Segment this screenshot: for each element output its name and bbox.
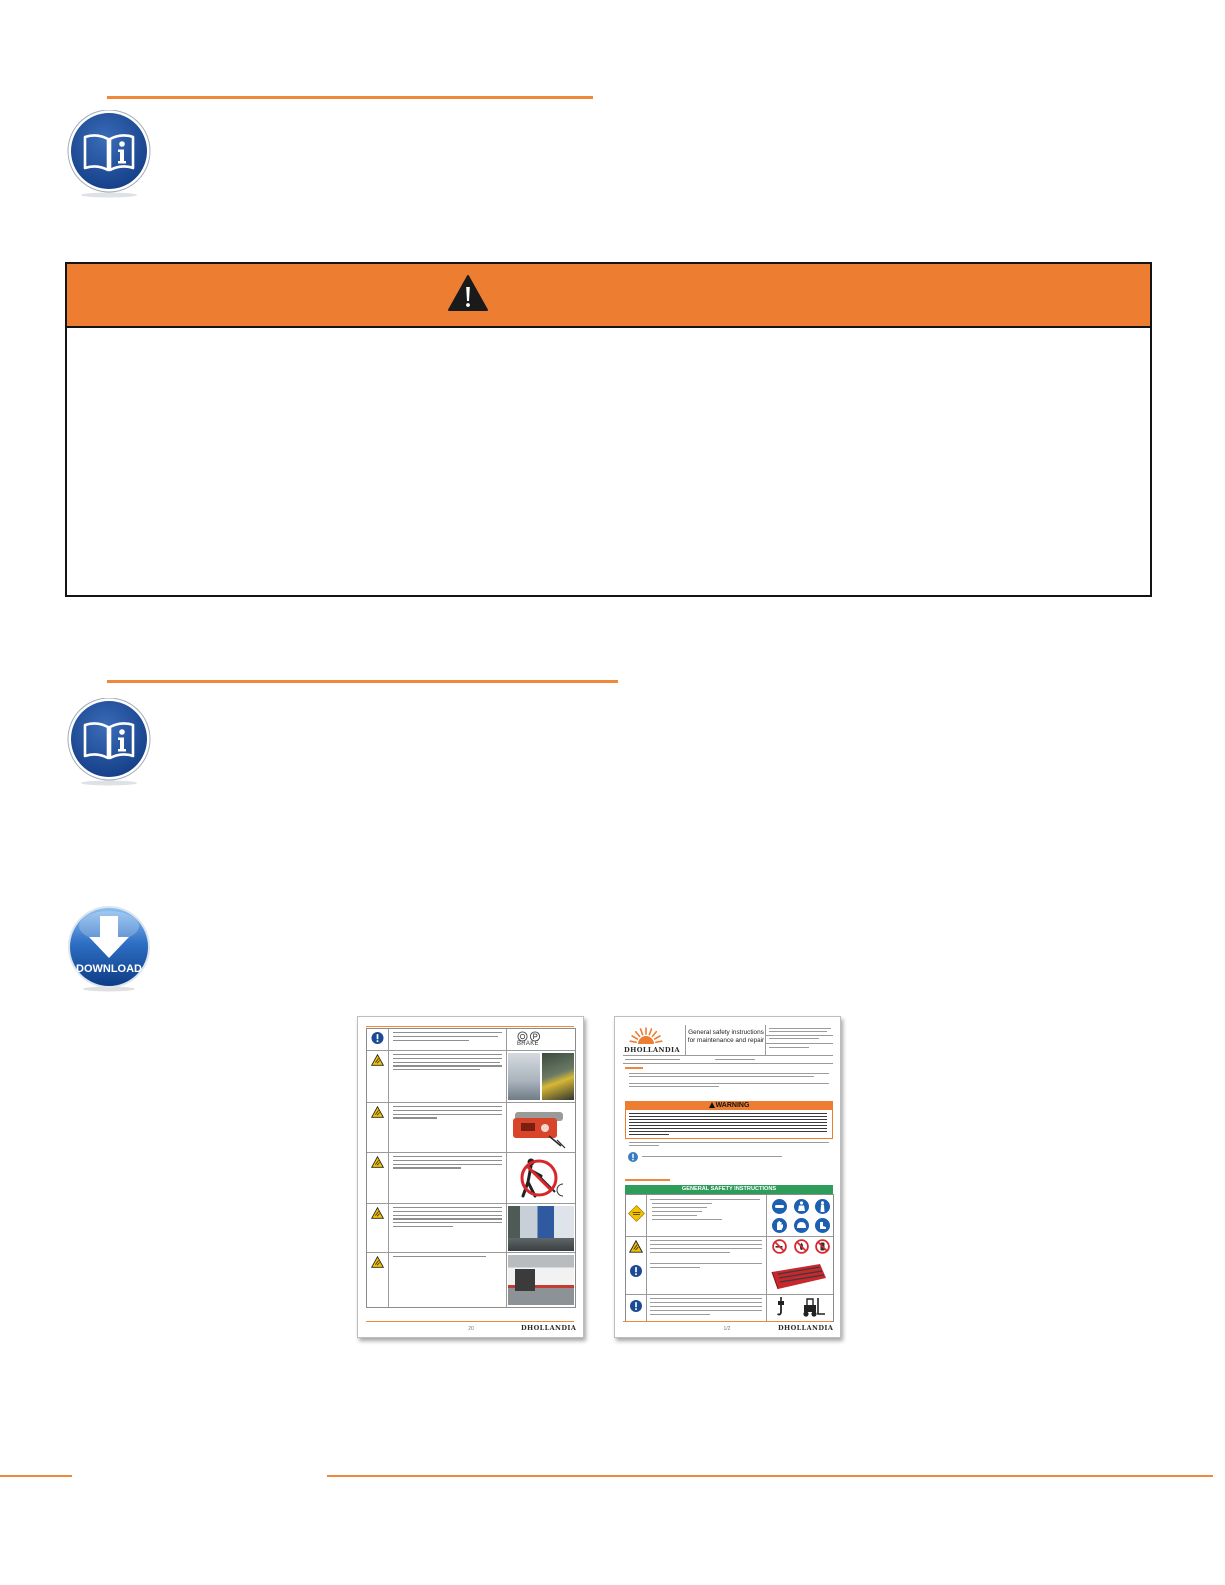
manual-info-icon bbox=[66, 110, 152, 198]
text-cell bbox=[389, 1153, 507, 1203]
text-line bbox=[652, 1211, 702, 1212]
instruction-table bbox=[366, 1028, 576, 1308]
text-line bbox=[393, 1114, 502, 1115]
table-row bbox=[367, 1103, 575, 1153]
table-row bbox=[367, 1253, 575, 1307]
text-line bbox=[393, 1036, 498, 1037]
safety-vest-icon bbox=[815, 1199, 830, 1214]
hazard-icon bbox=[629, 1240, 643, 1253]
text-line bbox=[650, 1252, 730, 1253]
icon-cell bbox=[367, 1103, 389, 1152]
text-line bbox=[393, 1207, 502, 1208]
text-line bbox=[629, 1122, 827, 1123]
text-line bbox=[652, 1203, 712, 1204]
text-line bbox=[393, 1167, 461, 1168]
page-footer-rule bbox=[366, 1321, 574, 1322]
page-top-rule bbox=[366, 1026, 574, 1027]
text-line bbox=[650, 1267, 700, 1268]
toolbox-photo bbox=[770, 1262, 828, 1290]
dhollandia-logo-icon bbox=[629, 1024, 663, 1046]
text-line bbox=[769, 1028, 831, 1029]
text-line bbox=[393, 1117, 437, 1118]
text-line bbox=[393, 1058, 502, 1059]
text-cell bbox=[389, 1051, 507, 1102]
text-line bbox=[642, 1156, 782, 1157]
text-line bbox=[625, 1059, 680, 1060]
section-heading-mark bbox=[625, 1179, 670, 1181]
text-line bbox=[769, 1031, 827, 1032]
footer-rule bbox=[327, 1475, 1213, 1477]
loading-dock-photo bbox=[508, 1053, 540, 1100]
text-line bbox=[393, 1218, 502, 1219]
text-line bbox=[393, 1106, 502, 1107]
no-smoking-icon bbox=[772, 1239, 787, 1254]
text-line bbox=[650, 1314, 710, 1315]
text-line bbox=[650, 1263, 762, 1264]
footer-brand: DHOLLANDIA bbox=[521, 1324, 577, 1332]
manual-info-icon bbox=[66, 698, 152, 786]
icon-cell bbox=[367, 1253, 389, 1307]
image-cell bbox=[507, 1029, 575, 1050]
icon-cell bbox=[367, 1029, 389, 1050]
text-line bbox=[393, 1256, 486, 1257]
text-line bbox=[769, 1047, 809, 1048]
text-line bbox=[650, 1240, 762, 1241]
text-line bbox=[393, 1215, 502, 1216]
warning-banner bbox=[625, 1101, 833, 1110]
section-heading-rule bbox=[107, 680, 618, 683]
image-cell bbox=[507, 1253, 575, 1307]
info-icon bbox=[628, 1152, 638, 1162]
page-number: 1/2 bbox=[723, 1326, 731, 1332]
footer-rule bbox=[0, 1475, 72, 1477]
text-line bbox=[393, 1222, 502, 1223]
text-line bbox=[769, 1038, 819, 1039]
text-line bbox=[629, 1083, 829, 1084]
hazard-icon bbox=[371, 1054, 384, 1066]
image-cell bbox=[507, 1103, 575, 1152]
section-heading-rule bbox=[107, 96, 593, 99]
prohibition-icon bbox=[511, 1156, 573, 1201]
title-line-1: General safety instructions bbox=[688, 1029, 764, 1036]
warning-box bbox=[65, 262, 1152, 597]
table-row bbox=[367, 1029, 575, 1051]
brake-label: BRAKE bbox=[517, 1041, 539, 1047]
safety-instructions-thumbnail bbox=[614, 1016, 841, 1338]
logo-brand: DHOLLANDIA bbox=[624, 1046, 681, 1054]
header-divider bbox=[685, 1025, 686, 1055]
safety-table bbox=[625, 1194, 834, 1322]
text-line bbox=[393, 1062, 500, 1063]
table-row bbox=[367, 1153, 575, 1204]
table-divider bbox=[626, 1294, 833, 1295]
text-line bbox=[393, 1069, 480, 1070]
text-line bbox=[650, 1306, 762, 1307]
title-line-2: for maintenance and repair bbox=[687, 1037, 765, 1044]
text-line bbox=[629, 1119, 827, 1120]
trailer-photo-door bbox=[515, 1269, 535, 1291]
text-line bbox=[650, 1302, 762, 1303]
no-open-flame-icon bbox=[794, 1239, 809, 1254]
text-line bbox=[629, 1142, 829, 1143]
hazard-icon bbox=[371, 1156, 384, 1168]
text-line bbox=[393, 1032, 502, 1033]
text-line bbox=[629, 1086, 719, 1087]
protective-clothing-icon bbox=[794, 1199, 809, 1214]
tail-lift-photo bbox=[542, 1053, 574, 1100]
download-button[interactable] bbox=[66, 904, 152, 992]
hazard-icon bbox=[371, 1207, 384, 1219]
footer-brand: DHOLLANDIA bbox=[778, 1324, 834, 1332]
forklift-icon bbox=[796, 1298, 826, 1318]
text-line bbox=[629, 1125, 827, 1126]
safety-header-banner: GENERAL SAFETY INSTRUCTIONS bbox=[625, 1185, 833, 1194]
text-line bbox=[393, 1164, 502, 1165]
text-line bbox=[650, 1248, 762, 1249]
text-line bbox=[650, 1310, 762, 1311]
text-line bbox=[629, 1145, 659, 1146]
text-line bbox=[652, 1207, 707, 1208]
text-line bbox=[393, 1040, 469, 1041]
download-label: DOWNLOAD bbox=[76, 963, 142, 975]
text-line bbox=[629, 1116, 827, 1117]
info-icon bbox=[630, 1265, 642, 1277]
text-cell bbox=[389, 1253, 507, 1307]
text-line bbox=[715, 1059, 755, 1060]
text-line bbox=[393, 1160, 502, 1161]
text-cell bbox=[389, 1029, 507, 1050]
control-box-photo bbox=[509, 1106, 573, 1150]
image-cell bbox=[507, 1204, 575, 1252]
text-line bbox=[652, 1215, 697, 1216]
icon-cell bbox=[367, 1051, 389, 1102]
text-line bbox=[650, 1244, 762, 1245]
text-line bbox=[652, 1219, 722, 1220]
crane-hook-icon bbox=[774, 1297, 788, 1319]
document-title bbox=[687, 1029, 765, 1045]
info-icon bbox=[630, 1300, 642, 1312]
page-footer-rule bbox=[623, 1321, 831, 1322]
text-line bbox=[650, 1298, 762, 1299]
text-line bbox=[393, 1065, 502, 1066]
text-line bbox=[650, 1199, 760, 1200]
safety-boots-icon bbox=[815, 1218, 830, 1233]
icon-cell bbox=[367, 1204, 389, 1252]
image-cell bbox=[507, 1153, 575, 1203]
no-phone-icon bbox=[815, 1239, 830, 1254]
image-cell bbox=[507, 1051, 575, 1102]
warning-triangle-icon bbox=[709, 1102, 715, 1108]
table-row bbox=[367, 1051, 575, 1103]
manual-page-thumbnail bbox=[357, 1016, 584, 1338]
helmet-icon bbox=[794, 1218, 809, 1233]
header-divider bbox=[623, 1063, 833, 1064]
warning-label: WARNING bbox=[715, 1102, 750, 1109]
header-divider bbox=[766, 1043, 833, 1044]
text-cell bbox=[389, 1204, 507, 1252]
text-line bbox=[629, 1076, 814, 1077]
text-line bbox=[629, 1073, 829, 1074]
info-icon bbox=[371, 1032, 384, 1044]
table-divider bbox=[626, 1236, 833, 1237]
text-line bbox=[393, 1156, 502, 1157]
header-divider bbox=[765, 1025, 766, 1055]
header-divider bbox=[623, 1055, 833, 1056]
text-line bbox=[629, 1134, 669, 1135]
hazard-icon bbox=[371, 1256, 384, 1268]
text-line bbox=[393, 1110, 502, 1111]
table-row bbox=[367, 1204, 575, 1253]
hazard-icon bbox=[371, 1106, 384, 1118]
table-divider bbox=[766, 1195, 767, 1321]
icon-cell bbox=[367, 1153, 389, 1203]
header-divider bbox=[766, 1035, 833, 1036]
truck-photo-ground bbox=[508, 1238, 574, 1251]
gloves-icon bbox=[772, 1218, 787, 1233]
text-line bbox=[629, 1128, 827, 1129]
page-number: 20 bbox=[468, 1326, 474, 1332]
text-cell bbox=[389, 1103, 507, 1152]
text-line bbox=[629, 1113, 827, 1114]
eye-protection-icon bbox=[772, 1199, 787, 1214]
text-line bbox=[393, 1226, 453, 1227]
warning-header bbox=[67, 264, 1150, 328]
section-heading-mark bbox=[625, 1067, 643, 1069]
warning-triangle-icon bbox=[447, 274, 489, 312]
text-line bbox=[393, 1054, 502, 1055]
table-divider bbox=[646, 1195, 647, 1321]
text-line bbox=[629, 1131, 827, 1132]
safety-first-sign-icon bbox=[628, 1205, 645, 1222]
text-line bbox=[393, 1211, 502, 1212]
